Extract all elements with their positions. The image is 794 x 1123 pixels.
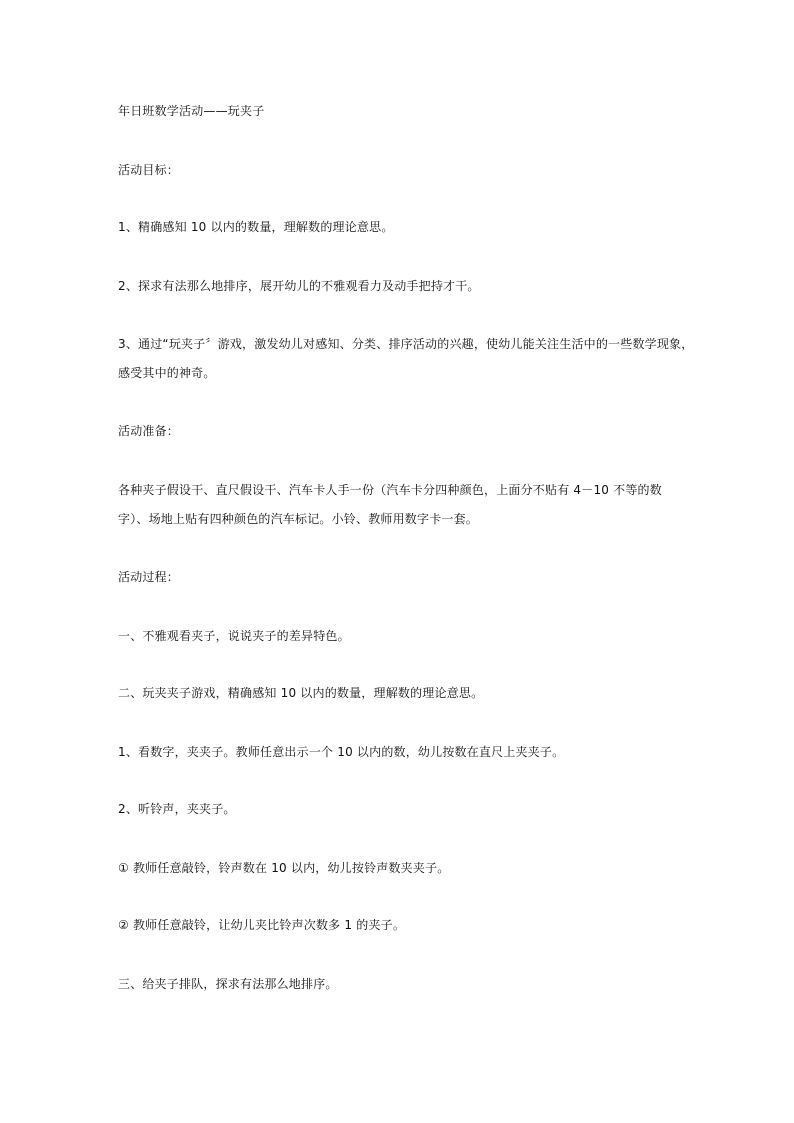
document-title: 年日班数学活动——玩夹子 xyxy=(118,104,265,118)
prep-heading: 活动准备： xyxy=(118,424,180,438)
process-step: 二、玩夹夹子游戏，精确感知 10 以内的数量，理解数的理论意思。 xyxy=(118,686,484,700)
process-step: 2、听铃声，夹夹子。 xyxy=(118,802,236,816)
goals-heading: 活动目标： xyxy=(118,163,180,177)
process-substep: ② 教师任意敲铃，让幼儿夹比铃声次数多 1 的夹子。 xyxy=(118,918,406,932)
process-step: 三、给夹子排队，探求有法那么地排序。 xyxy=(118,977,338,991)
prep-text-continuation: 字）、场地上贴有四种颜色的汽车标记。小铃、教师用数字卡一套。 xyxy=(118,512,479,526)
goal-item-continuation: 感受其中的神奇。 xyxy=(118,366,216,380)
process-substep: ① 教师任意敲铃，铃声数在 10 以内，幼儿按铃声数夹夹子。 xyxy=(118,861,450,875)
goal-item: 3、通过“玩夹子〞游戏，激发幼儿对感知、分类、排序活动的兴趣，使幼儿能关注生活中的一些数学现象， xyxy=(118,337,694,351)
process-step: 一、不雅观看夹子，说说夹子的差异特色。 xyxy=(118,629,350,643)
goal-item: 1、精确感知 10 以内的数量，理解数的理论意思。 xyxy=(118,220,394,234)
prep-text: 各种夹子假设干、直尺假设干、汽车卡人手一份（汽车卡分四种颜色，上面分不贴有 4－10 不等的数 xyxy=(118,483,662,497)
goal-item: 2、探求有法那么地排序，展开幼儿的不雅观看力及动手把持才干。 xyxy=(118,279,480,293)
process-step: 1、看数字，夹夹子。教师任意出示一个 10 以内的数，幼儿按数在直尺上夹夹子。 xyxy=(118,745,565,759)
process-heading: 活动过程： xyxy=(118,570,180,584)
